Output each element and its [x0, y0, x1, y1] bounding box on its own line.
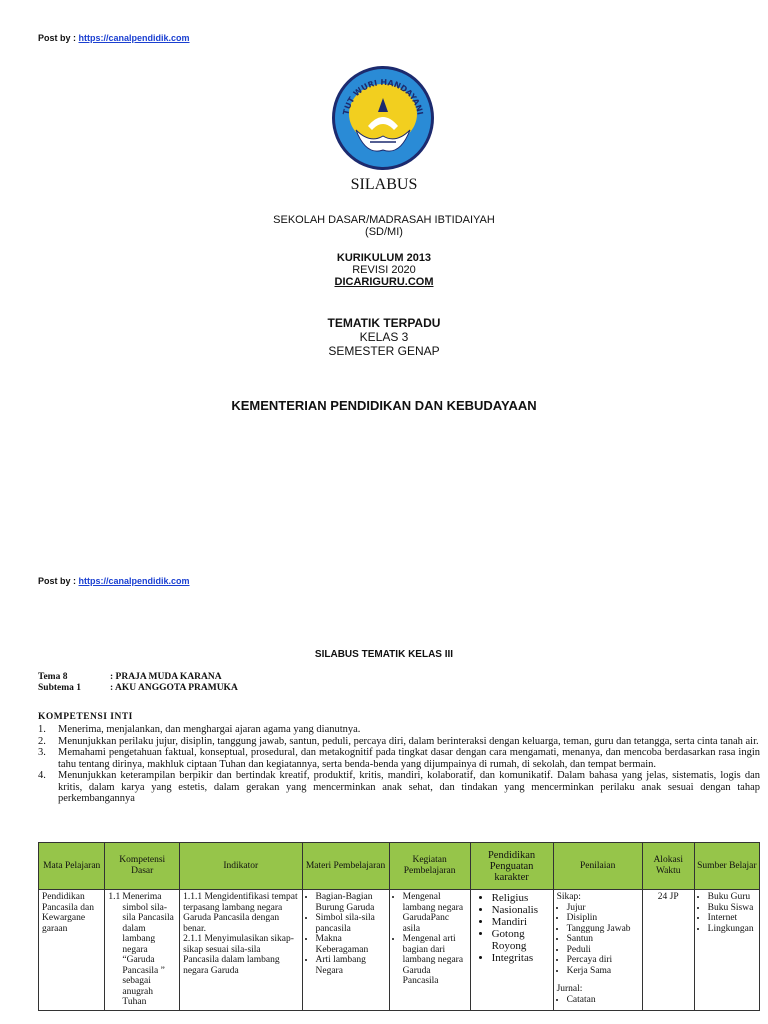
list-item: • Catatan [567, 995, 639, 1006]
cell-mapel: Pendidikan Pancasila dan Kewargane garaan [39, 890, 105, 1011]
list-item: • Mengenal arti bagian dari lambang negara Garuda Pancasila [403, 934, 467, 987]
list-item: 4. Menunjukkan keterampilan berpikir dan bertindak kreatif, produktif, kritis, mandiri, kolaboratif, dan komunikatif. Dalam bahasa yang jelas, sistematis, logis dan kritis, dalam karya yang estetis, dalam gerakan yang mencerminkan anak sehat, dan tindakan yang mencerminkan perilaku anak sesuai dengan tahap perkembangannya [38, 770, 760, 804]
list-item: • Tanggung Jawab [567, 924, 639, 935]
cell-materi [302, 890, 389, 1011]
post-link-2[interactable]: https://canalpendidik.com [78, 576, 190, 586]
list-item: • Mandiri [492, 916, 550, 928]
list-item: • Disiplin [567, 913, 639, 924]
list-item: • Mengenal lambang negara GarudaPanc asila [403, 892, 467, 934]
list-item: • Internet [708, 913, 756, 924]
list-item: • Santun [567, 934, 639, 945]
school-abbrev: (SD/MI) [365, 226, 403, 238]
syllabus-table [38, 842, 760, 1011]
list-item: • Arti lambang Negara [316, 955, 386, 976]
header-penilaian: Penilaian [553, 843, 642, 890]
post-by-label: Post by : [38, 33, 79, 43]
list-item: • Kerja Sama [567, 966, 639, 977]
list-item: • Buku Siswa [708, 903, 756, 914]
penilaian-head: Sikap: [556, 892, 581, 902]
tut-wuri-handayani-logo [330, 64, 436, 172]
table-row [39, 890, 760, 1011]
list-item: • Nasionalis [492, 904, 550, 916]
syllabus-heading: SILABUS TEMATIK KELAS III [314, 649, 454, 660]
list-item: • Bagian-Bagian Burung Garuda [316, 892, 386, 913]
subtema-value: : AKU ANGGOTA PRAMUKA [110, 683, 238, 693]
curriculum: KURIKULUM 2013 [336, 252, 432, 264]
list-item: 3. Memahami pengetahuan faktual, konseptual, prosedural, dan metakognitif pada tingkat dasar dengan cara mengamati, menanya, dan mencoba berdasarkan rasa ingin tahu tentang dirinya, makhluk ciptaan Tuhan dan kegiatannya, serta benda-benda yang dijumpainya di rumah, di sekolah, dan tempat bermain. [38, 747, 760, 770]
semester-label: SEMESTER GENAP [328, 344, 440, 358]
list-item: • Gotong Royong [492, 928, 550, 952]
syllabus-table-wrap [38, 842, 760, 1024]
cell-karakter [470, 890, 553, 1011]
cell-sumber [694, 890, 759, 1011]
list-item: • Lingkungan [708, 924, 756, 935]
cell-indikator [180, 890, 302, 1011]
cell-kegiatan [389, 890, 470, 1011]
indikator-1: 1.1.1 Mengidentifikasi tempat terpasang lambang negara Garuda Pancasila dengan benar. [183, 892, 298, 934]
list-item: • Makna Keberagaman [316, 934, 386, 955]
post-by [38, 33, 190, 43]
jurnal-head: Jurnal: [556, 984, 583, 994]
cell-alokasi: 24 JP [642, 890, 694, 1011]
list-item: • Jujur [567, 903, 639, 914]
list-item: • Religius [492, 892, 550, 904]
post-link[interactable]: https://canalpendidik.com [78, 33, 190, 43]
table-header-row [39, 843, 760, 890]
cell-penilaian [553, 890, 642, 1011]
header-mapel: Mata Pelajaran [39, 843, 105, 890]
ministry-name: KEMENTERIAN PENDIDIKAN DAN KEBUDAYAAN [231, 398, 537, 413]
ki-list [38, 724, 760, 805]
subtema-label: Subtema 1 [38, 683, 82, 693]
post-by-2 [38, 576, 190, 586]
theme-title: TEMATIK TERPADU [327, 316, 441, 330]
class-label: KELAS 3 [359, 330, 409, 344]
header-kd: Kompetensi Dasar [105, 843, 180, 890]
header-alokasi: Alokasi Waktu [642, 843, 694, 890]
header-indikator: Indikator [180, 843, 302, 890]
header-sumber: Sumber Belajar [694, 843, 759, 890]
list-item: • Peduli [567, 945, 639, 956]
list-item: • Simbol sila-sila pancasila [316, 913, 386, 934]
header-karakter: Pendidikan Penguatan karakter [470, 843, 553, 890]
list-item: • Integritas [492, 952, 550, 964]
ki-heading: KOMPETENSI INTI [38, 712, 133, 722]
list-item: 1. Menerima, menjalankan, dan menghargai ajaran agama yang dianutnya. [38, 724, 361, 735]
site-name: DICARIGURU.COM [334, 276, 434, 288]
header-materi: Materi Pembelajaran [302, 843, 389, 890]
indikator-2: 2.1.1 Menyimulasikan sikap-sikap sesuai sila-sila Pancasila dalam lambang negara Garuda [183, 934, 294, 976]
tema-label: Tema 8 [38, 672, 68, 682]
list-item: 2. Menunjukkan perilaku jujur, disiplin, tanggung jawab, santun, peduli, percaya diri, dalam berinteraksi dengan keluarga, teman, guru dan tetangga, serta cinta tanah air. [38, 735, 759, 747]
tema-value: : PRAJA MUDA KARANA [110, 672, 222, 682]
revision: REVISI 2020 [352, 264, 416, 276]
cell-kd: 1.1 Menerima simbol sila-sila Pancasila dalam lambang negara “Garuda Pancasila ” sebagai anugrah Tuhan [105, 890, 180, 1011]
cover-title: SILABUS [350, 176, 418, 193]
list-item: • Percaya diri [567, 955, 639, 966]
header-kegiatan: Kegiatan Pembelajaran [389, 843, 470, 890]
theme-info [38, 672, 238, 694]
svg-text:TUT WURI HANDAYANI: TUT WURI HANDAYANI [341, 77, 425, 116]
list-item: • Buku Guru [708, 892, 756, 903]
post-by-label-2: Post by : [38, 576, 79, 586]
school-level: SEKOLAH DASAR/MADRASAH IBTIDAIYAH [273, 214, 495, 226]
